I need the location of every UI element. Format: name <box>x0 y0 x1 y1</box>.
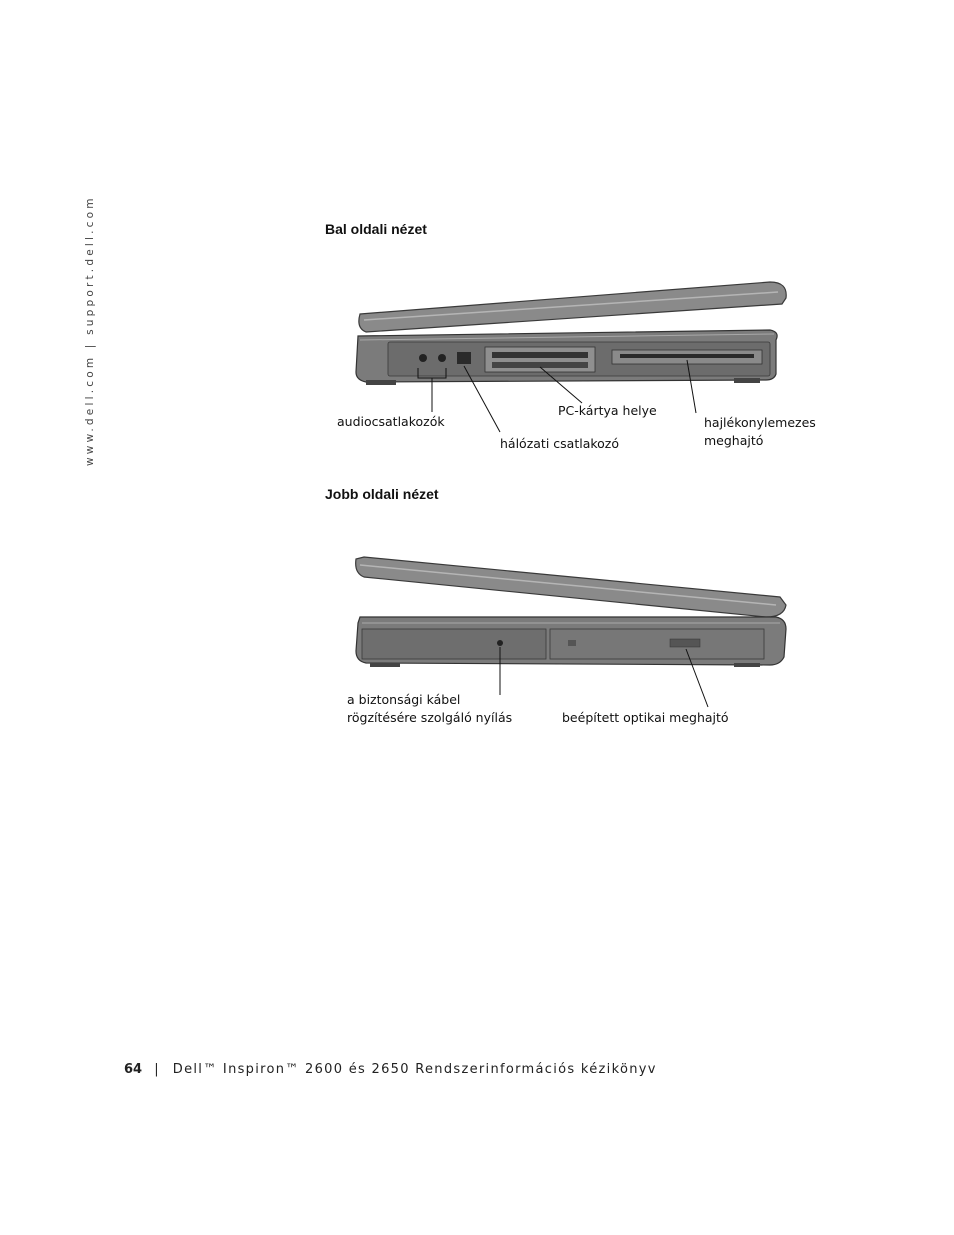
audio-jacks-label: audiocsatlakozók <box>337 414 445 429</box>
footer-title: Dell™ Inspiron™ 2600 és 2650 Rendszerinformációs kézikönyv <box>172 1062 657 1077</box>
floppy-drive-label-line2: meghajtó <box>704 433 764 448</box>
security-slot-label-line1: a biztonsági kábel <box>347 692 461 707</box>
floppy-drive-label-line1: hajlékonylemezes <box>704 415 816 430</box>
optical-drive-label: beépített optikai meghajtó <box>562 710 729 725</box>
security-slot-label-line2: rögzítésére szolgáló nyílás <box>347 710 513 725</box>
sidebar-url: www.dell.com | support.dell.com <box>84 195 96 466</box>
network-connector-label: hálózati csatlakozó <box>500 436 620 451</box>
footer-separator: | <box>154 1062 159 1077</box>
pc-card-slot-label: PC-kártya helye <box>558 403 657 418</box>
page-number: 64 <box>124 1062 143 1077</box>
page-footer <box>124 1062 657 1077</box>
left-view-heading: Bal oldali nézet <box>325 221 427 237</box>
right-view-heading: Jobb oldali nézet <box>325 486 439 502</box>
